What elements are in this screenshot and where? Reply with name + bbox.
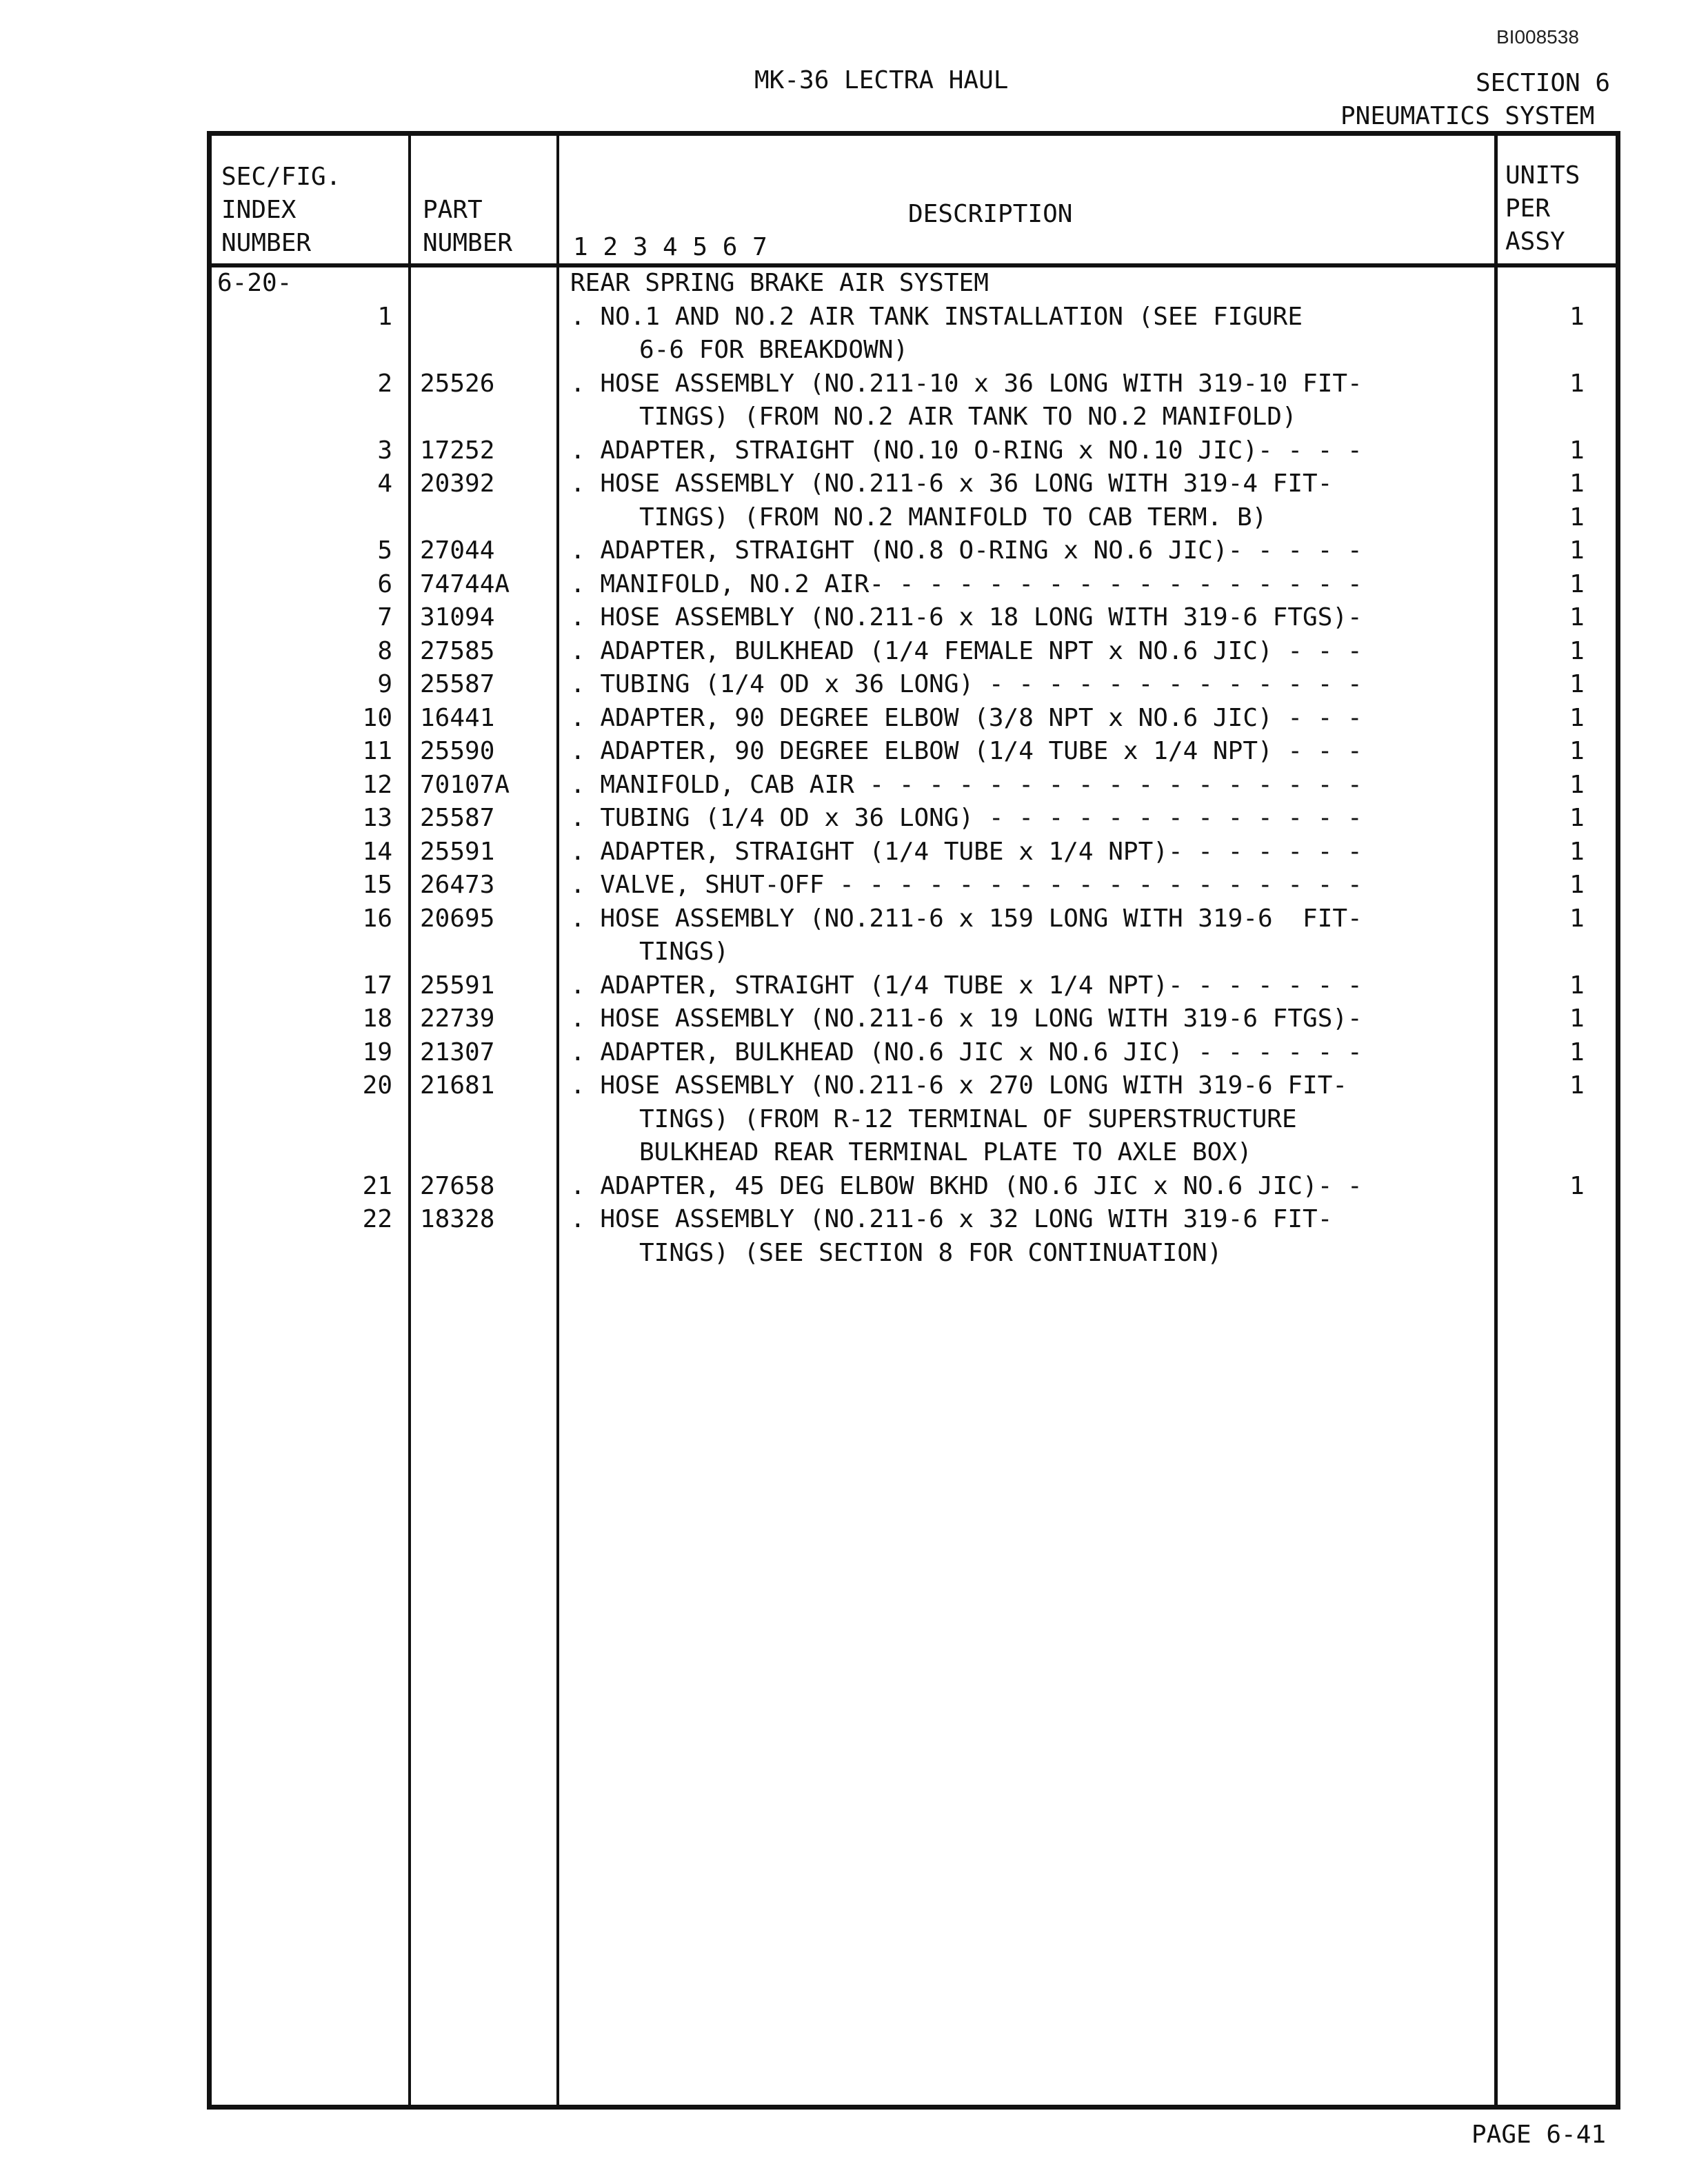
- table-row-continuation: [212, 401, 1616, 434]
- header-description: DESCRIPTION: [908, 200, 1073, 228]
- table-row: [212, 1036, 1616, 1069]
- document-id: BI008538: [1496, 26, 1579, 48]
- table-row: [212, 702, 1616, 735]
- index-number: 20: [362, 1071, 392, 1100]
- index-number: 14: [362, 837, 392, 866]
- part-number: 31094: [420, 603, 495, 631]
- table-row: [212, 836, 1616, 869]
- index-number: 12: [362, 770, 392, 799]
- table-row-continuation: [212, 334, 1616, 367]
- index-number: 19: [362, 1038, 392, 1066]
- units-per-assy: 1: [1569, 1004, 1585, 1033]
- description: . MANIFOLD, CAB AIR - - - - - - - - - - - - - - - - -: [570, 770, 1363, 799]
- description: . ADAPTER, BULKHEAD (NO.6 JIC x NO.6 JIC) - - - - - -: [570, 1038, 1363, 1066]
- section-number: 6-20-: [217, 269, 292, 297]
- table-row: [212, 769, 1616, 802]
- table-row-continuation: [212, 1103, 1616, 1136]
- part-number: 16441: [420, 703, 495, 732]
- table-row-continuation: [212, 501, 1616, 534]
- index-number: 17: [362, 971, 392, 1000]
- units-per-assy: 1: [1569, 703, 1585, 732]
- part-number: 25591: [420, 837, 495, 866]
- units-per-assy: 1: [1569, 871, 1585, 899]
- units-per-assy: 1: [1569, 904, 1585, 933]
- section-title: REAR SPRING BRAKE AIR SYSTEM: [570, 269, 989, 297]
- document-title: MK-36 LECTRA HAUL: [754, 66, 1009, 94]
- description: . ADAPTER, 45 DEG ELBOW BKHD (NO.6 JIC x NO.6 JIC)- -: [570, 1171, 1363, 1200]
- index-number: 3: [377, 436, 392, 465]
- description: . ADAPTER, STRAIGHT (1/4 TUBE x 1/4 NPT)- - - - - - -: [570, 971, 1363, 1000]
- index-number: 5: [377, 536, 392, 565]
- part-number: 27044: [420, 536, 495, 565]
- part-number: 74744A: [420, 569, 510, 598]
- units-per-assy: 1: [1569, 804, 1585, 832]
- header-indent-levels: 1 2 3 4 5 6 7: [573, 233, 767, 261]
- description-continuation: TINGS) (FROM R-12 TERMINAL OF SUPERSTRUCTURE: [639, 1104, 1297, 1133]
- index-number: 22: [362, 1205, 392, 1233]
- description-continuation: TINGS): [639, 938, 730, 966]
- index-number: 21: [362, 1171, 392, 1200]
- description: . TUBING (1/4 OD x 36 LONG) - - - - - - - - - - - - -: [570, 670, 1363, 698]
- section-row: [212, 267, 1616, 300]
- header-part-number: PART NUMBER: [423, 196, 513, 257]
- units-per-assy: 1: [1569, 603, 1585, 631]
- units-per-assy: 1: [1569, 837, 1585, 866]
- table-row: [212, 367, 1616, 401]
- index-number: 1: [377, 302, 392, 331]
- units-per-assy: 1: [1569, 569, 1585, 598]
- table-row: [212, 1170, 1616, 1203]
- table-row: [212, 1002, 1616, 1035]
- description: . ADAPTER, BULKHEAD (1/4 FEMALE NPT x NO.6 JIC) - - -: [570, 636, 1363, 665]
- units-per-assy: 1: [1569, 536, 1585, 565]
- table-row: [212, 434, 1616, 467]
- description: . VALVE, SHUT-OFF - - - - - - - - - - - - - - - - - -: [570, 871, 1363, 899]
- part-number: 26473: [420, 871, 495, 899]
- units-per-assy: 1: [1569, 302, 1585, 331]
- description: . ADAPTER, STRAIGHT (NO.8 O-RING x NO.6 JIC)- - - - -: [570, 536, 1363, 565]
- description: . ADAPTER, STRAIGHT (1/4 TUBE x 1/4 NPT)- - - - - - -: [570, 837, 1363, 866]
- part-number: 17252: [420, 436, 495, 465]
- index-number: 15: [362, 871, 392, 899]
- table-row: [212, 869, 1616, 902]
- description: . NO.1 AND NO.2 AIR TANK INSTALLATION (SEE FIGURE: [570, 302, 1303, 331]
- part-number: 25587: [420, 804, 495, 832]
- part-number: 25590: [420, 737, 495, 765]
- section-label: SECTION 6: [1476, 69, 1611, 97]
- description: . HOSE ASSEMBLY (NO.211-6 x 36 LONG WITH 319-4 FIT-: [570, 469, 1333, 498]
- index-number: 10: [362, 703, 392, 732]
- part-number: 25591: [420, 971, 495, 1000]
- description-continuation: BULKHEAD REAR TERMINAL PLATE TO AXLE BOX): [639, 1138, 1252, 1166]
- table-row: [212, 668, 1616, 701]
- description-continuation: TINGS) (FROM NO.2 AIR TANK TO NO.2 MANIFOLD): [639, 403, 1297, 431]
- table-row-continuation: [212, 1237, 1616, 1270]
- description: . HOSE ASSEMBLY (NO.211-10 x 36 LONG WITH 319-10 FIT-: [570, 369, 1363, 398]
- description: . TUBING (1/4 OD x 36 LONG) - - - - - - - - - - - - -: [570, 804, 1363, 832]
- part-number: 27585: [420, 636, 495, 665]
- part-number: 25526: [420, 369, 495, 398]
- header-sec-fig: SEC/FIG. INDEX NUMBER: [221, 163, 341, 257]
- units-per-assy: 1: [1569, 670, 1585, 698]
- description: . ADAPTER, 90 DEGREE ELBOW (3/8 NPT x NO.6 JIC) - - -: [570, 703, 1363, 732]
- description: . HOSE ASSEMBLY (NO.211-6 x 32 LONG WITH 319-6 FIT-: [570, 1205, 1333, 1233]
- part-number: 25587: [420, 670, 495, 698]
- units-per-assy: 1: [1569, 436, 1585, 465]
- units-per-assy: 1: [1569, 636, 1585, 665]
- units-per-assy: 1: [1569, 503, 1585, 532]
- table-row: [212, 534, 1616, 567]
- index-number: 2: [377, 369, 392, 398]
- index-number: 11: [362, 737, 392, 765]
- description: . HOSE ASSEMBLY (NO.211-6 x 19 LONG WITH 319-6 FTGS)-: [570, 1004, 1363, 1033]
- page-number: PAGE 6-41: [1471, 2121, 1607, 2149]
- parts-table: [207, 131, 1620, 2110]
- index-number: 6: [377, 569, 392, 598]
- part-number: 21307: [420, 1038, 495, 1066]
- index-number: 18: [362, 1004, 392, 1033]
- index-number: 16: [362, 904, 392, 933]
- units-per-assy: 1: [1569, 770, 1585, 799]
- units-per-assy: 1: [1569, 1071, 1585, 1100]
- units-per-assy: 1: [1569, 469, 1585, 498]
- index-number: 9: [377, 670, 392, 698]
- description: . MANIFOLD, NO.2 AIR- - - - - - - - - - - - - - - - -: [570, 569, 1363, 598]
- units-per-assy: 1: [1569, 971, 1585, 1000]
- table-row: [212, 1069, 1616, 1102]
- part-number: 18328: [420, 1205, 495, 1233]
- units-per-assy: 1: [1569, 1038, 1585, 1066]
- description-continuation: TINGS) (FROM NO.2 MANIFOLD TO CAB TERM. B): [639, 503, 1267, 532]
- table-row: [212, 735, 1616, 768]
- part-number: 20392: [420, 469, 495, 498]
- part-number: 21681: [420, 1071, 495, 1100]
- part-number: 27658: [420, 1171, 495, 1200]
- index-number: 8: [377, 636, 392, 665]
- table-row: [212, 601, 1616, 634]
- description: . ADAPTER, 90 DEGREE ELBOW (1/4 TUBE x 1/4 NPT) - - -: [570, 737, 1363, 765]
- description: . ADAPTER, STRAIGHT (NO.10 O-RING x NO.10 JIC)- - - -: [570, 436, 1363, 465]
- table-row-continuation: [212, 1136, 1616, 1169]
- description: . HOSE ASSEMBLY (NO.211-6 x 270 LONG WITH 319-6 FIT-: [570, 1071, 1348, 1100]
- units-per-assy: 1: [1569, 369, 1585, 398]
- index-number: 7: [377, 603, 392, 631]
- table-row: [212, 902, 1616, 936]
- system-label: PNEUMATICS SYSTEM: [1340, 102, 1595, 130]
- table-row: [212, 301, 1616, 334]
- index-number: 13: [362, 804, 392, 832]
- index-number: 4: [377, 469, 392, 498]
- header-units-per-assy: UNITS PER ASSY: [1505, 161, 1580, 256]
- part-number: 22739: [420, 1004, 495, 1033]
- table-row: [212, 1203, 1616, 1236]
- table-row-continuation: [212, 936, 1616, 969]
- part-number: 70107A: [420, 770, 510, 799]
- description-continuation: 6-6 FOR BREAKDOWN): [639, 336, 909, 364]
- description-continuation: TINGS) (SEE SECTION 8 FOR CONTINUATION): [639, 1238, 1223, 1267]
- part-number: 20695: [420, 904, 495, 933]
- description: . HOSE ASSEMBLY (NO.211-6 x 18 LONG WITH 319-6 FTGS)-: [570, 603, 1363, 631]
- units-per-assy: 1: [1569, 1171, 1585, 1200]
- table-row: [212, 568, 1616, 601]
- description: . HOSE ASSEMBLY (NO.211-6 x 159 LONG WITH 319-6 FIT-: [570, 904, 1363, 933]
- table-row: [212, 969, 1616, 1002]
- table-row: [212, 467, 1616, 501]
- units-per-assy: 1: [1569, 737, 1585, 765]
- table-row: [212, 802, 1616, 835]
- table-row: [212, 635, 1616, 668]
